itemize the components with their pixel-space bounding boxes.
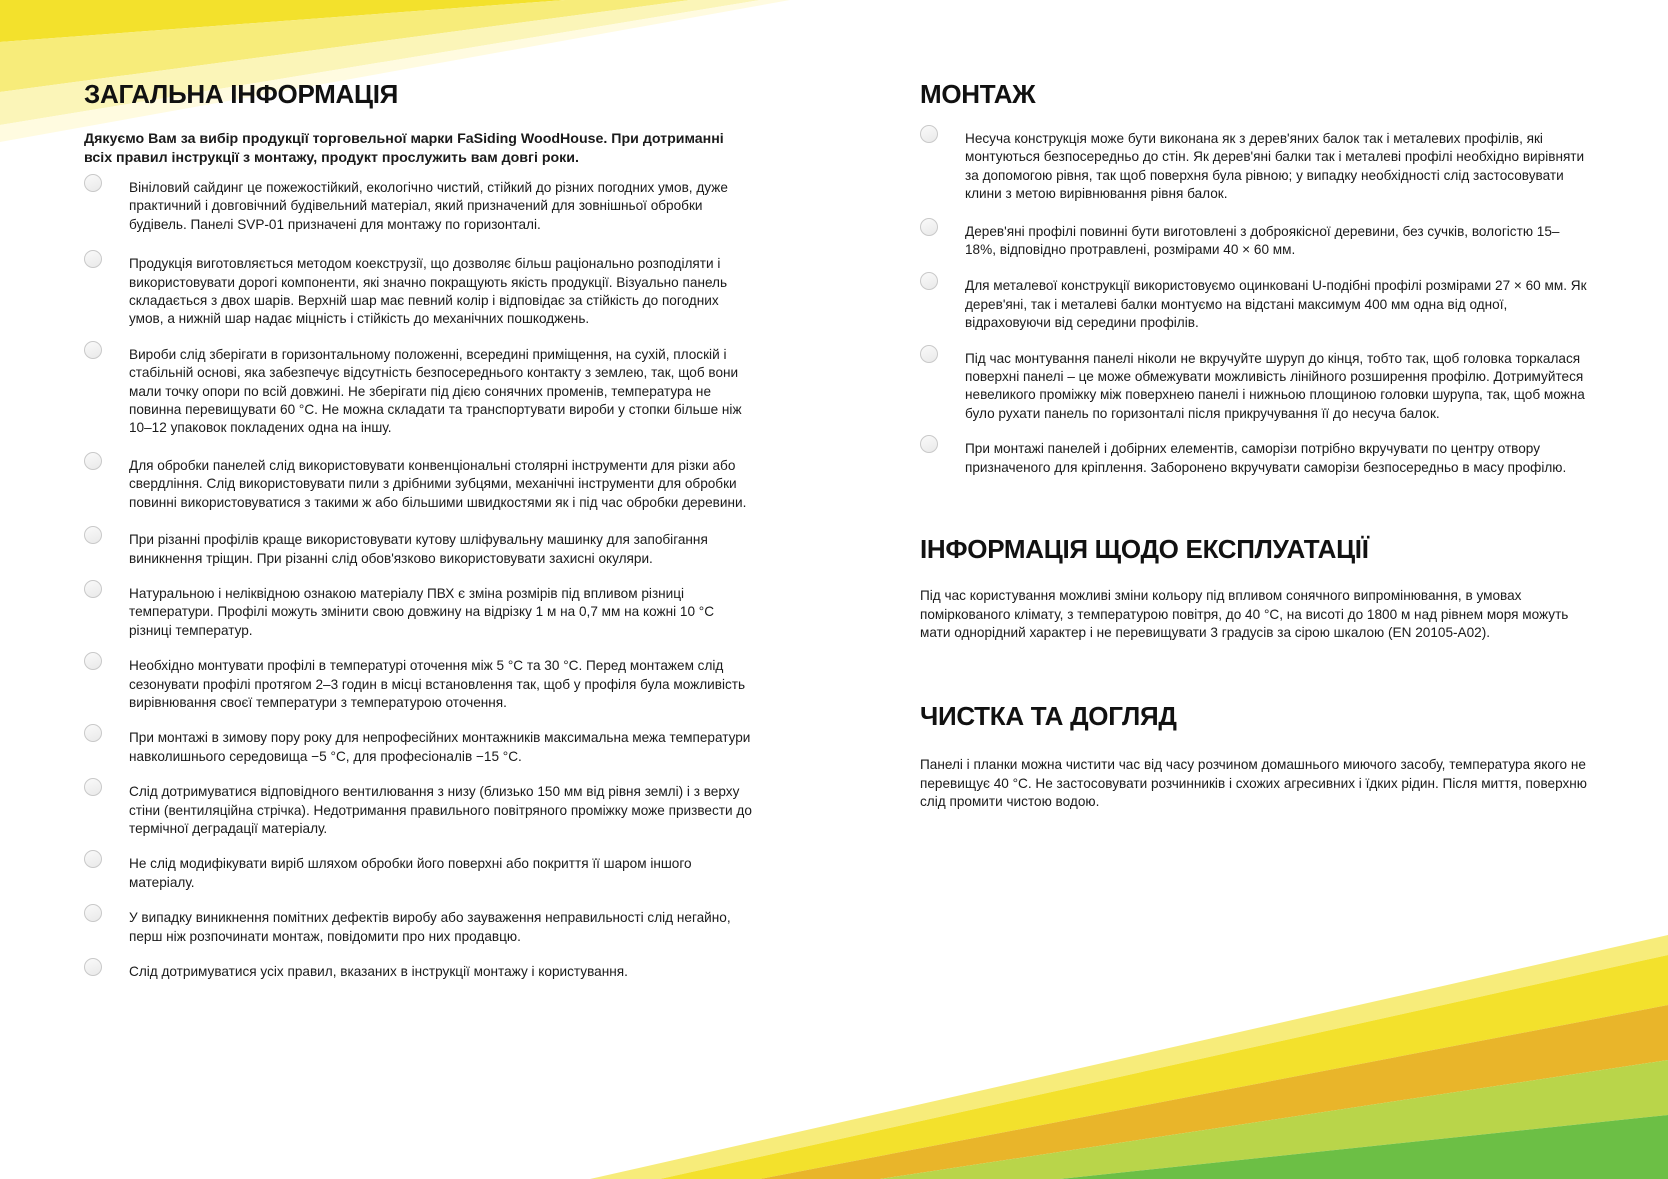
list-item-text: Несуча конструкція може бути виконана як з дерев'яних балок так і металевих профілів, які монтуються безпосередньо до стін. Як дерев'яні балки так і металеві профілі необхідно вирівняти за допомогою рівня, так щоб поверхня була рівною; у випадку необхідності слід застосовувати клини з метою вирівнювання рівня балок. [965, 131, 1585, 202]
cleaning-text: Панелі і планки можна чистити час від часу розчином домашнього миючого засобу, температура якого не перевищує 40 °C. Не застосовувати розчинників і схожих агресивних і їдких рідин. Після миття, поверхню слід промити чистою водою. [920, 757, 1587, 810]
general-info-section [84, 78, 754, 981]
list-item-text: Для обробки панелей слід використовувати конвенціональні столярні інструменти для різки або свердління. Слід використовувати пили з дрібними зубцями, механічні інструменти для обробки повинні використовуватися з такими ж або більшими швидкостями як і під час обробки деревини. [129, 457, 747, 510]
installation-section [920, 78, 1590, 477]
list-item-text: Продукція виготовляється методом коекструзії, що дозволяє більш раціонально розподіляти і використовувати дорогі компоненти, які значно покращують якість продукції. Візуально панель складається з двох шарів. Верхній шар має певний колір і відповідає за стійкість до погодних умов, а нижній шар надає міцність і стійкість до механічних пошкоджень. [129, 256, 728, 327]
list-item-text: Слід дотримуватися усіх правил, вказаних в інструкції монтажу і користування. [129, 964, 628, 979]
circle-outline-icon [84, 526, 102, 544]
list-item [84, 585, 754, 640]
list-item-text: У випадку виникнення помітних дефектів виробу або зауваження неправильності слід негайно, перш ніж розпочинати монтаж, повідомити про них продавцю. [129, 910, 731, 944]
installation-title: МОНТАЖ [920, 79, 1036, 109]
list-item [84, 909, 754, 946]
list-item [84, 963, 754, 981]
circle-outline-icon [84, 850, 102, 868]
list-item [920, 440, 1590, 477]
list-item [84, 783, 754, 838]
circle-outline-icon [84, 904, 102, 922]
circle-outline-icon [920, 435, 938, 453]
circle-outline-icon [84, 174, 102, 192]
cleaning-title: ЧИСТКА ТА ДОГЛЯД [920, 701, 1177, 732]
list-item-text: Слід дотримуватися відповідного вентилювання з низу (близько 150 мм від рівня землі) і з верху стіни (вентиляційна стрічка). Недотримання правильного повітряного проміжку може призвести до термічної деградації матеріалу. [129, 784, 752, 836]
circle-outline-icon [84, 341, 102, 359]
list-item-text: Для металевої конструкції використовуємо оцинковані U-подібні профілі розмірами 27 × 60 мм. Як дерев'яні, так і металеві балки монтуємо на відстані максимум 400 мм одна від одної, відраховуючи від середини профілів. [965, 278, 1587, 331]
circle-outline-icon [920, 218, 938, 236]
circle-outline-icon [920, 345, 938, 363]
list-item-text: Під час монтування панелі ніколи не вкручуйте шуруп до кінця, тобто так, щоб головка торкалася поверхні панелі – це може обмежувати можливість лінійного розширення профілю. Дотримуйтеся невеликого проміжку між поверхнею панелі і нижньою площиною головки шурупа, так, щоб можна було рухати панель по горизонталі після прикручування її до несуча балок. [965, 350, 1585, 421]
general-info-intro: Дякуємо Вам за вибір продукції торговельної марки FaSiding WoodHouse. При дотриманні всіх правил інструкції з монтажу, продукт прослужить вам довгі роки. [84, 131, 724, 166]
list-item-text: Дерев'яні профілі повинні бути виготовлені з доброякісної деревини, без сучків, вологістю 15–18%, відповідно протравлені, розмірами 40 × 60 мм. [965, 223, 1560, 258]
operation-title: ІНФОРМАЦІЯ ЩОДО ЕКСПЛУАТАЦІЇ [920, 534, 1369, 565]
circle-outline-icon [920, 272, 938, 290]
cleaning-section [920, 700, 1590, 811]
circle-outline-icon [920, 125, 938, 143]
list-item-text: Необхідно монтувати профілі в температурі оточення між 5 °C та 30 °C. Перед монтажем слід сезонувати профілі протягом 2–3 годин в місці встановлення так, щоб у профіля була можливість вирівнювання своєї температури з температурою оточення. [129, 658, 746, 710]
list-item [84, 346, 754, 438]
circle-outline-icon [84, 958, 102, 976]
circle-outline-icon [84, 250, 102, 268]
list-item-text: Не слід модифікувати виріб шляхом обробки його поверхні або покриття її шаром іншого матеріалу. [129, 856, 692, 890]
list-item-text: При монтажі в зимову пору року для непрофесійних монтажників максимальна межа температури навколишнього середовища −5 °C, для професіоналів −15 °C. [129, 730, 751, 764]
circle-outline-icon [84, 778, 102, 796]
operation-section [920, 533, 1590, 642]
list-item [920, 223, 1590, 260]
list-item [920, 130, 1590, 204]
circle-outline-icon [84, 652, 102, 670]
general-info-list [84, 179, 754, 981]
list-item [84, 657, 754, 712]
list-item [84, 457, 754, 512]
list-item [84, 855, 754, 892]
list-item-text: При різанні профілів краще використовувати кутову шліфувальну машинку для запобігання виникнення тріщин. При різанні слід обов'язково використовувати захисні окуляри. [129, 532, 708, 566]
list-item [84, 729, 754, 766]
operation-text: Під час користування можливі зміни кольору під впливом сонячного випромінювання, в умовах поміркованого клімату, з температурою повітря, до 40 °C, на висоті до 1800 м над рівнем моря можуть мати однорідний характер і не перевищувати 3 градусів за сірою шкалою (EN 20105-A02). [920, 588, 1569, 640]
circle-outline-icon [84, 724, 102, 742]
circle-outline-icon [84, 452, 102, 470]
circle-outline-icon [84, 580, 102, 598]
general-info-title: ЗАГАЛЬНА ІНФОРМАЦІЯ [84, 79, 399, 109]
right-column [920, 78, 1590, 812]
list-item [920, 277, 1590, 332]
list-item-text: Вироби слід зберігати в горизонтальному положенні, всередині приміщення, на сухій, плоскій і стабільній основі, яка забезпечує відсутність безпосереднього контакту з землею, так, щоб вони мали точку опори по всій довжині. Не зберігати під дією сонячних променів, температура не повинна перевищувати 60 °C. Не можна складати та транспортувати вироби у стопки більше ніж 10–12 упаковок покладених одна на іншу. [129, 346, 742, 436]
installation-list [920, 130, 1590, 477]
list-item-text: Вініловий сайдинг це пожежостійкий, екологічно чистий, стійкий до різних погодних умов, дуже практичний і довговічний будівельний матеріал, який призначений для зовнішньої обробки будівель. Панелі SVP-01 призначені для монтажу по горизонталі. [129, 180, 728, 232]
list-item-text: При монтажі панелей і добірних елементів, саморізи потрібно вкручувати по центру отвору призначеного для кріплення. Заборонено вкручувати саморізи безпосередньо в масу профілю. [965, 441, 1567, 475]
list-item [84, 255, 754, 329]
list-item-text: Натуральною і неліквідною ознакою матеріалу ПВХ є зміна розмірів під впливом різниці температури. Профілі можуть змінити свою довжину на відрізку 1 м на 0,7 мм на кожні 10 °C різниці температур. [129, 585, 715, 638]
list-item [84, 531, 754, 568]
list-item [920, 350, 1590, 424]
list-item [84, 179, 754, 234]
